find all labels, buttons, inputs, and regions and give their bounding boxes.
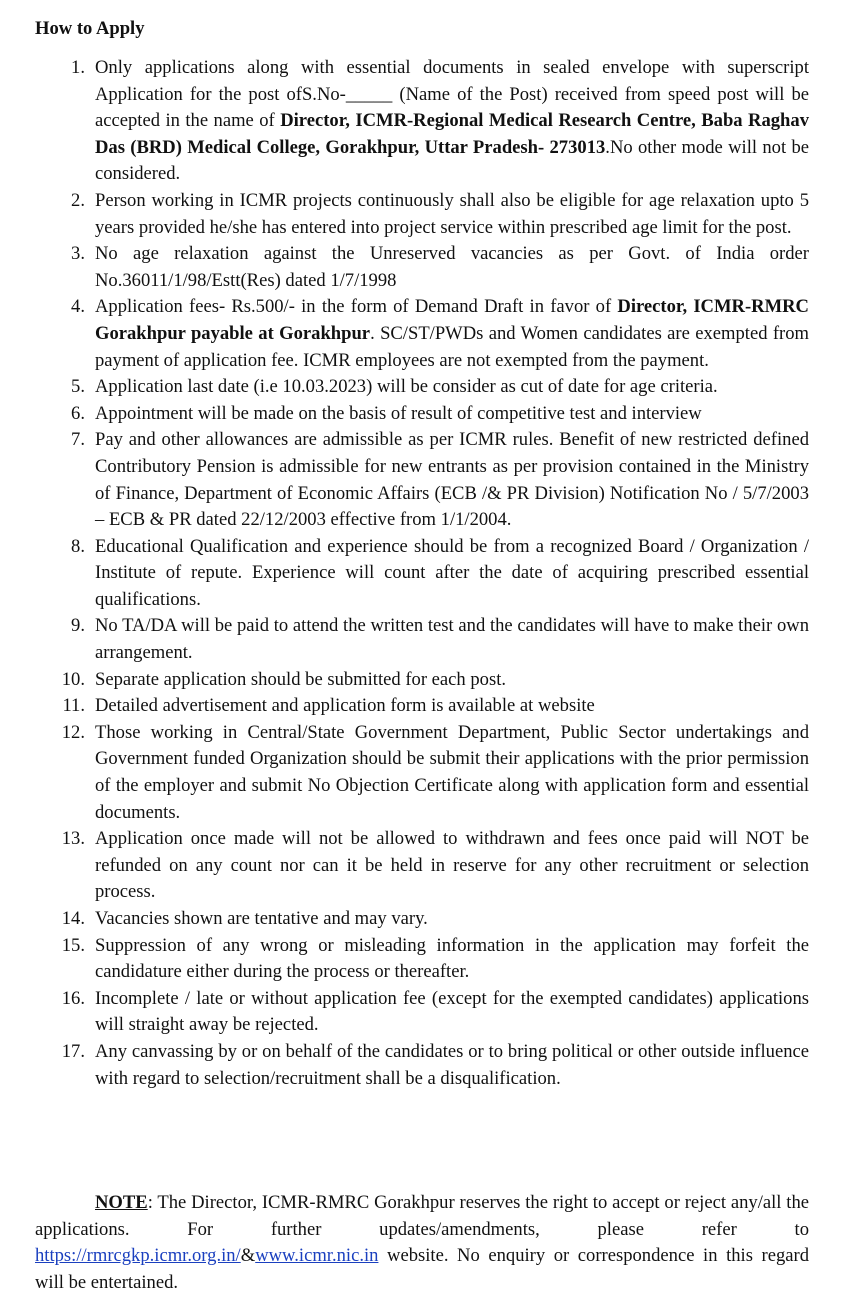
item-text: Application once made will not be allowed to withdrawn and fees once paid will NOT be refunded on any count nor can it be held in reserve for any other recruitment or selection process.: [95, 828, 809, 903]
item-text: Educational Qualification and experience should be from a recognized Board / Organization / Institute of repute. Experience will count after the date of acquiring prescribed essential qualifications.: [95, 535, 809, 610]
item-text: Application fees- Rs.500/- in the form of Demand Draft in favor of: [95, 296, 618, 318]
item-number: 16.: [61, 987, 85, 1009]
list-item: [35, 427, 809, 533]
item-text: Any canvassing by or on behalf of the candidates or to bring political or other outside influence with regard to selection/recruitment shall be a disqualification.: [95, 1040, 809, 1089]
item-text: Vacancies shown are tentative and may vary.: [95, 908, 428, 929]
item-text: Detailed advertisement and application form is available at website: [95, 695, 595, 717]
item-text: Appointment will be made on the basis of result of competitive test and interview: [95, 402, 702, 424]
instruction-list: [35, 55, 809, 1092]
list-item: [35, 720, 809, 826]
list-item: [35, 667, 809, 694]
item-text: No TA/DA will be paid to attend the written test and the candidates will have to make their own arrangement.: [95, 615, 809, 664]
note-ampersand: &: [240, 1245, 256, 1267]
item-number: 2.: [71, 189, 85, 211]
rmrc-website-link[interactable]: https://rmrcgkp.icmr.org.in/: [35, 1245, 241, 1267]
item-number: 14.: [61, 908, 85, 929]
item-number: 5.: [71, 376, 85, 398]
item-text: Separate application should be submitted for each post.: [95, 668, 507, 690]
item-text: Incomplete / late or without application fee (except for the exempted candidates) applications will straight away be rejected.: [95, 987, 809, 1036]
item-payee-bold: Director, ICMR-RMRC Gorakhpur payable at Gorakhpur: [95, 296, 809, 344]
note-label: NOTE: [95, 1192, 148, 1213]
note-paragraph: [35, 1190, 809, 1296]
list-item: [35, 534, 809, 614]
item-text: Application last date (i.e 10.03.2023) will be consider as cut of date for age criteria.: [95, 376, 718, 398]
list-item: [35, 933, 809, 986]
item-number: 4.: [71, 296, 85, 318]
list-item: [35, 906, 809, 933]
list-item: [35, 55, 809, 188]
item-number: 11.: [62, 695, 85, 717]
item-address-bold: Director, ICMR-Regional Medical Research Centre, Baba Raghav Das (BRD) Medical College, Gorakhpur, Uttar Pradesh- 273013: [95, 110, 809, 158]
note-colon: :: [147, 1192, 153, 1213]
item-text: No age relaxation against the Unreserved vacancies as per Govt. of India order No.36011/1/98/Estt(Res) dated 1/7/1998: [95, 243, 809, 291]
item-number: 9.: [71, 615, 85, 637]
list-item: [35, 294, 809, 374]
item-number: 7.: [71, 429, 85, 451]
list-item: [35, 374, 809, 401]
item-number: 12.: [61, 721, 85, 743]
list-item: [35, 693, 809, 720]
item-number: 3.: [71, 243, 85, 265]
item-text: Person working in ICMR projects continuously shall also be eligible for age relaxation upto 5 years provided he/she has entered into project service within prescribed age limit for the post.: [95, 189, 809, 238]
note-text-end: website. No enquiry or correspondence in this regard will be entertained.: [35, 1245, 809, 1293]
item-number: 8.: [71, 535, 85, 557]
icmr-website-link[interactable]: www.icmr.nic.in: [255, 1245, 379, 1267]
item-text-cont: .No other mode will not be considered.: [95, 136, 809, 185]
list-item: [35, 401, 809, 428]
list-item: [35, 241, 809, 294]
item-text-cont: . SC/ST/PWDs and Women candidates are exempted from payment of application fee. ICMR employees are not exempted from the payment.: [95, 322, 809, 371]
item-text: Suppression of any wrong or misleading information in the application may forfeit the candidature either during the process or thereafter.: [95, 934, 809, 983]
list-item: [35, 188, 809, 241]
page-title: How to Apply: [35, 18, 145, 39]
item-number: 1.: [71, 57, 85, 78]
item-number: 6.: [71, 402, 85, 424]
item-text: Those working in Central/State Government Department, Public Sector undertakings and Government funded Organization should be submit their applications with the prior permission of the employer and submit No Objection Certificate along with application form and essential documents.: [95, 721, 809, 823]
item-text: Only applications along with essential documents in sealed envelope with superscript Application for the post ofS.No-_____ (Name of the Post) received from speed post will be accepted in the name of: [95, 57, 809, 132]
item-number: 17.: [61, 1040, 85, 1062]
list-item: [35, 826, 809, 906]
item-number: 15.: [61, 934, 85, 956]
item-text: Pay and other allowances are admissible as per ICMR rules. Benefit of new restricted defined Contributory Pension is admissible for new entrants as per provision contained in the Ministry of Finance, Department of Economic Affairs (ECB /& PR Division) Notification No / 5/7/2003 – ECB & PR dated 22/12/2003 effective from 1/1/2004.: [95, 429, 809, 531]
item-number: 10.: [61, 668, 85, 690]
list-item: [35, 613, 809, 666]
item-number: 13.: [61, 828, 85, 850]
note-text: The Director, ICMR-RMRC Gorakhpur reserves the right to accept or reject any/all the applications. For further updates/amendments, please refer to: [35, 1192, 809, 1240]
list-item: [35, 986, 809, 1039]
list-item: [35, 1039, 809, 1092]
